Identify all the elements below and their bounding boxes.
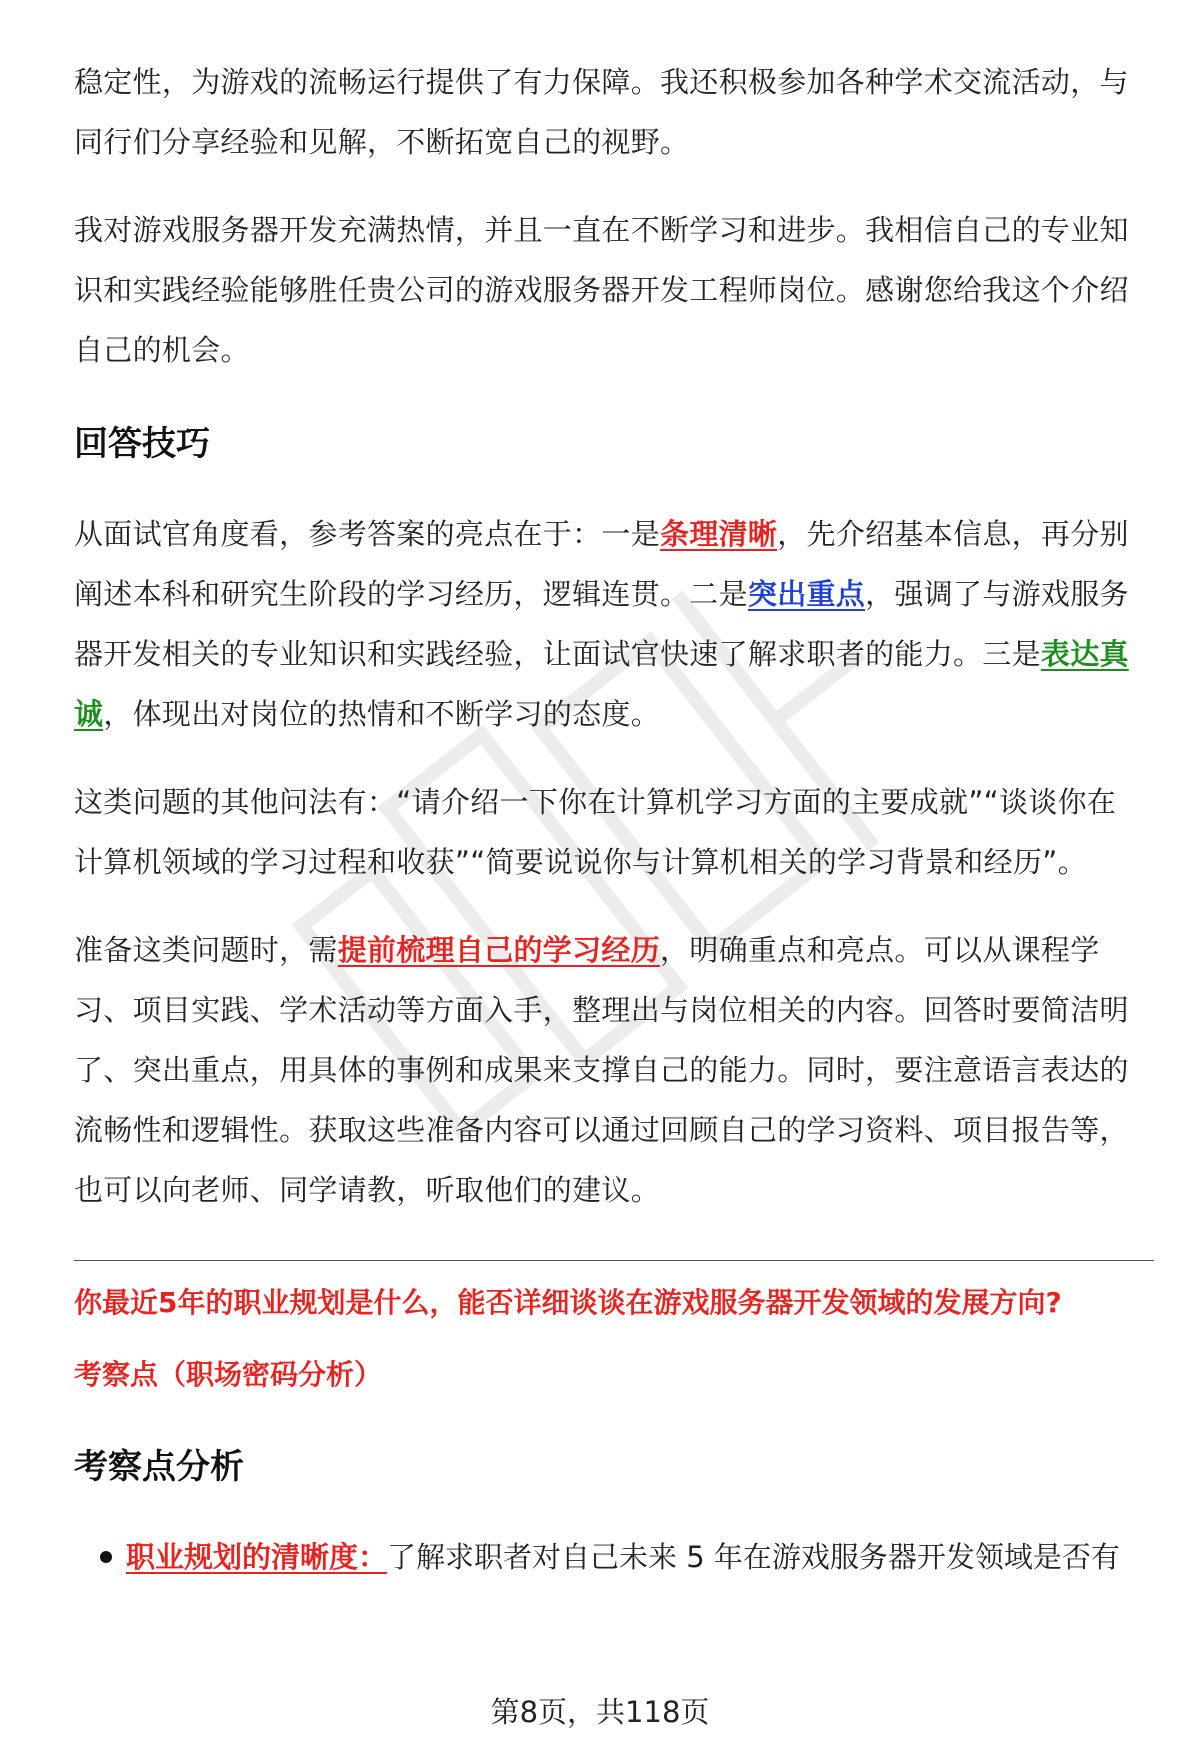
highlight-review-experience: 提前梳理自己的学习经历: [337, 933, 661, 967]
paragraph-intro-end: 稳定性，为游戏的流畅运行提供了有力保障。我还积极参加各种学术交流活动，与同行们分享经验和见解，不断拓宽自己的视野。: [74, 65, 1129, 159]
question-title: 你最近5年的职业规划是什么，能否详细谈谈在游戏服务器开发领域的发展方向?: [74, 1286, 1062, 1319]
highlight-organized: 条理清晰: [660, 517, 778, 551]
paragraph-highlights: [74, 504, 1144, 744]
text-segment: ，先介绍基本信息，再分别阐述本科和研究生阶段的学习经历，逻辑连贯。二是: [74, 517, 1129, 611]
paragraph-preparation: [74, 920, 1144, 1220]
bullet-text: 了解求职者对自己未来 5 年在游戏服务器开发领域是否有: [387, 1540, 1120, 1574]
text-segment: ，体现出对岗位的热情和不断学习的态度。: [103, 697, 661, 731]
highlight-key-points: 突出重点: [747, 577, 866, 611]
question-subtitle: 考察点（职场密码分析）: [74, 1358, 383, 1391]
text-segment: 从面试官角度看，参考答案的亮点在于：一是: [74, 517, 661, 551]
main-content: [74, 52, 1144, 1579]
page-number: 第8页，共118页: [490, 1695, 710, 1729]
text-segment: ，明确重点和亮点。可以从课程学习、项目实践、学术活动等方面入手，整理出与岗位相关的内容。回答时要简洁明了、突出重点，用具体的事例和成果来支撑自己的能力。同时，要注意语言表达的流畅性和逻辑性。获取这些准备内容可以通过回顾自己的学习资料、项目报告等，也可以向老师、同学请教，听取他们的建议。: [74, 933, 1129, 1207]
text-segment: ，强调了与游戏服务器开发相关的专业知识和实践经验，让面试官快速了解求职者的能力。三是: [74, 577, 1129, 671]
bullet-icon: [100, 1551, 112, 1563]
highlight-sincere: 表达真诚: [74, 637, 1129, 731]
paragraph-alternate-questions: 这类问题的其他问法有：“请介绍一下你在计算机学习方面的主要成就”“谈谈你在计算机领域的学习过程和收获”“简要说说你与计算机相关的学习背景和经历”。: [74, 785, 1117, 879]
list-item: [74, 1535, 1144, 1579]
section-divider: [74, 1260, 1154, 1261]
heading-analysis: 考察点分析: [74, 1447, 244, 1487]
bullet-label: 职业规划的清晰度：: [126, 1540, 388, 1574]
paragraph-closing: 我对游戏服务器开发充满热情，并且一直在不断学习和进步。我相信自己的专业知识和实践经验能够胜任贵公司的游戏服务器开发工程师岗位。感谢您给我这个介绍自己的机会。: [74, 213, 1129, 367]
text-segment: 准备这类问题时，需: [74, 933, 338, 967]
heading-answer-tips: 回答技巧: [74, 424, 210, 464]
